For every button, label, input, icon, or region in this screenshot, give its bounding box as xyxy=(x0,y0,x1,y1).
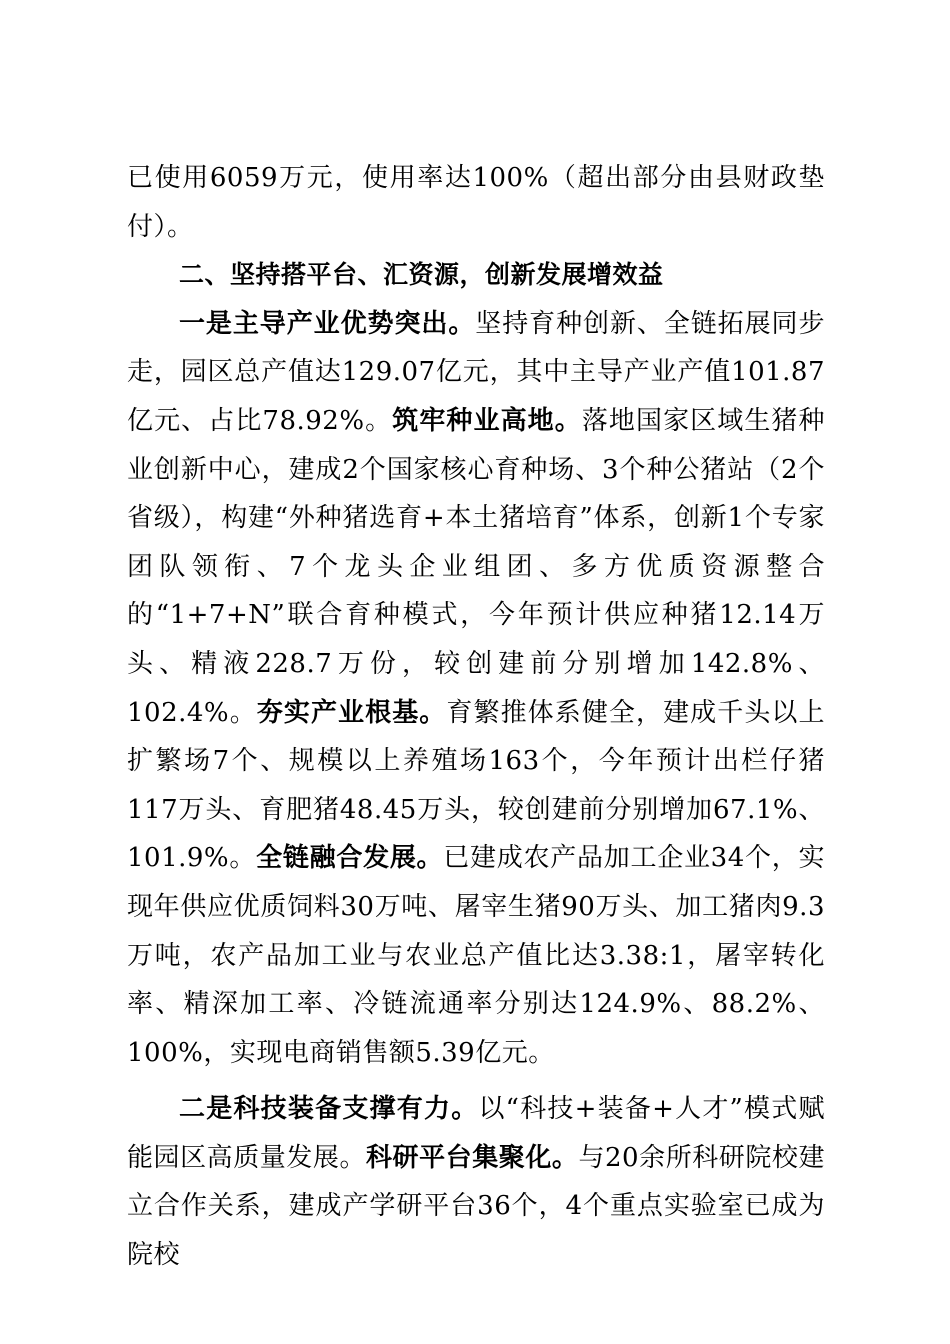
lead-phrase: 一是主导产业优势突出。 xyxy=(179,308,476,339)
section-heading: 二、坚持搭平台、汇资源，创新发展增效益 xyxy=(179,260,664,290)
paragraph-text: 育繁推体系健全，建成千头以上扩繁场7个、规模以上养殖场163个，今年预计出栏仔猪117万头、育肥猪48.45万头，较创建前分别增加67.1%、101.9%。 xyxy=(127,697,825,874)
paragraph-text: 落地国家区域生猪种业创新中心，建成2个国家核心育种场、3个种公猪站（2个省级），构建“外种猪选育+本土猪培育”体系，创新1个专家团队领衔、7个龙头企业组团、多方优质资源整合的“1+7+N”联合育种模式，今年预计供应种猪12.14万头、精液228.7万份，较创建前分别增加142.8%、102.4%。 xyxy=(127,405,825,728)
lead-phrase: 二是科技装备支撑有力。 xyxy=(179,1094,479,1125)
subheading-industry-foundation: 夯实产业根基。 xyxy=(256,697,447,728)
document-page xyxy=(127,154,825,1280)
paragraph-funding-usage xyxy=(127,154,825,251)
subheading-seed-industry: 筑牢种业高地。 xyxy=(392,405,582,436)
paragraph-text: 与20余所科研院校建立合作关系，建成产学研平台36个，4个重点实验室已成为院校 xyxy=(127,1142,825,1271)
paragraph-text: 坚持育种创新、全链拓展同步走，园区总产值达129.07亿元，其中主导产业产值101.87亿元、占比78.92%。 xyxy=(127,308,825,436)
subheading-full-chain: 全链融合发展。 xyxy=(256,843,444,874)
paragraph-text: 已使用6059万元，使用率达100%（超出部分由县财政垫付）。 xyxy=(127,163,825,242)
paragraph-text: 以“科技+装备+人才”模式赋能园区高质量发展。 xyxy=(127,1094,825,1173)
paragraph-leading-industry xyxy=(127,300,825,1078)
paragraph-text: 已建成农产品加工企业34个，实现年供应优质饲料30万吨、屠宰生猪90万头、加工猪肉9.3万吨，农产品加工业与农业总产值比达3.38:1，屠宰转化率、精深加工率、冷链流通率分别达124.9%、88.2%、100%，实现电商销售额5.39亿元。 xyxy=(127,843,825,1068)
subheading-research-platform: 科研平台集聚化。 xyxy=(366,1142,579,1173)
paragraph-tech-equipment xyxy=(127,1085,825,1279)
